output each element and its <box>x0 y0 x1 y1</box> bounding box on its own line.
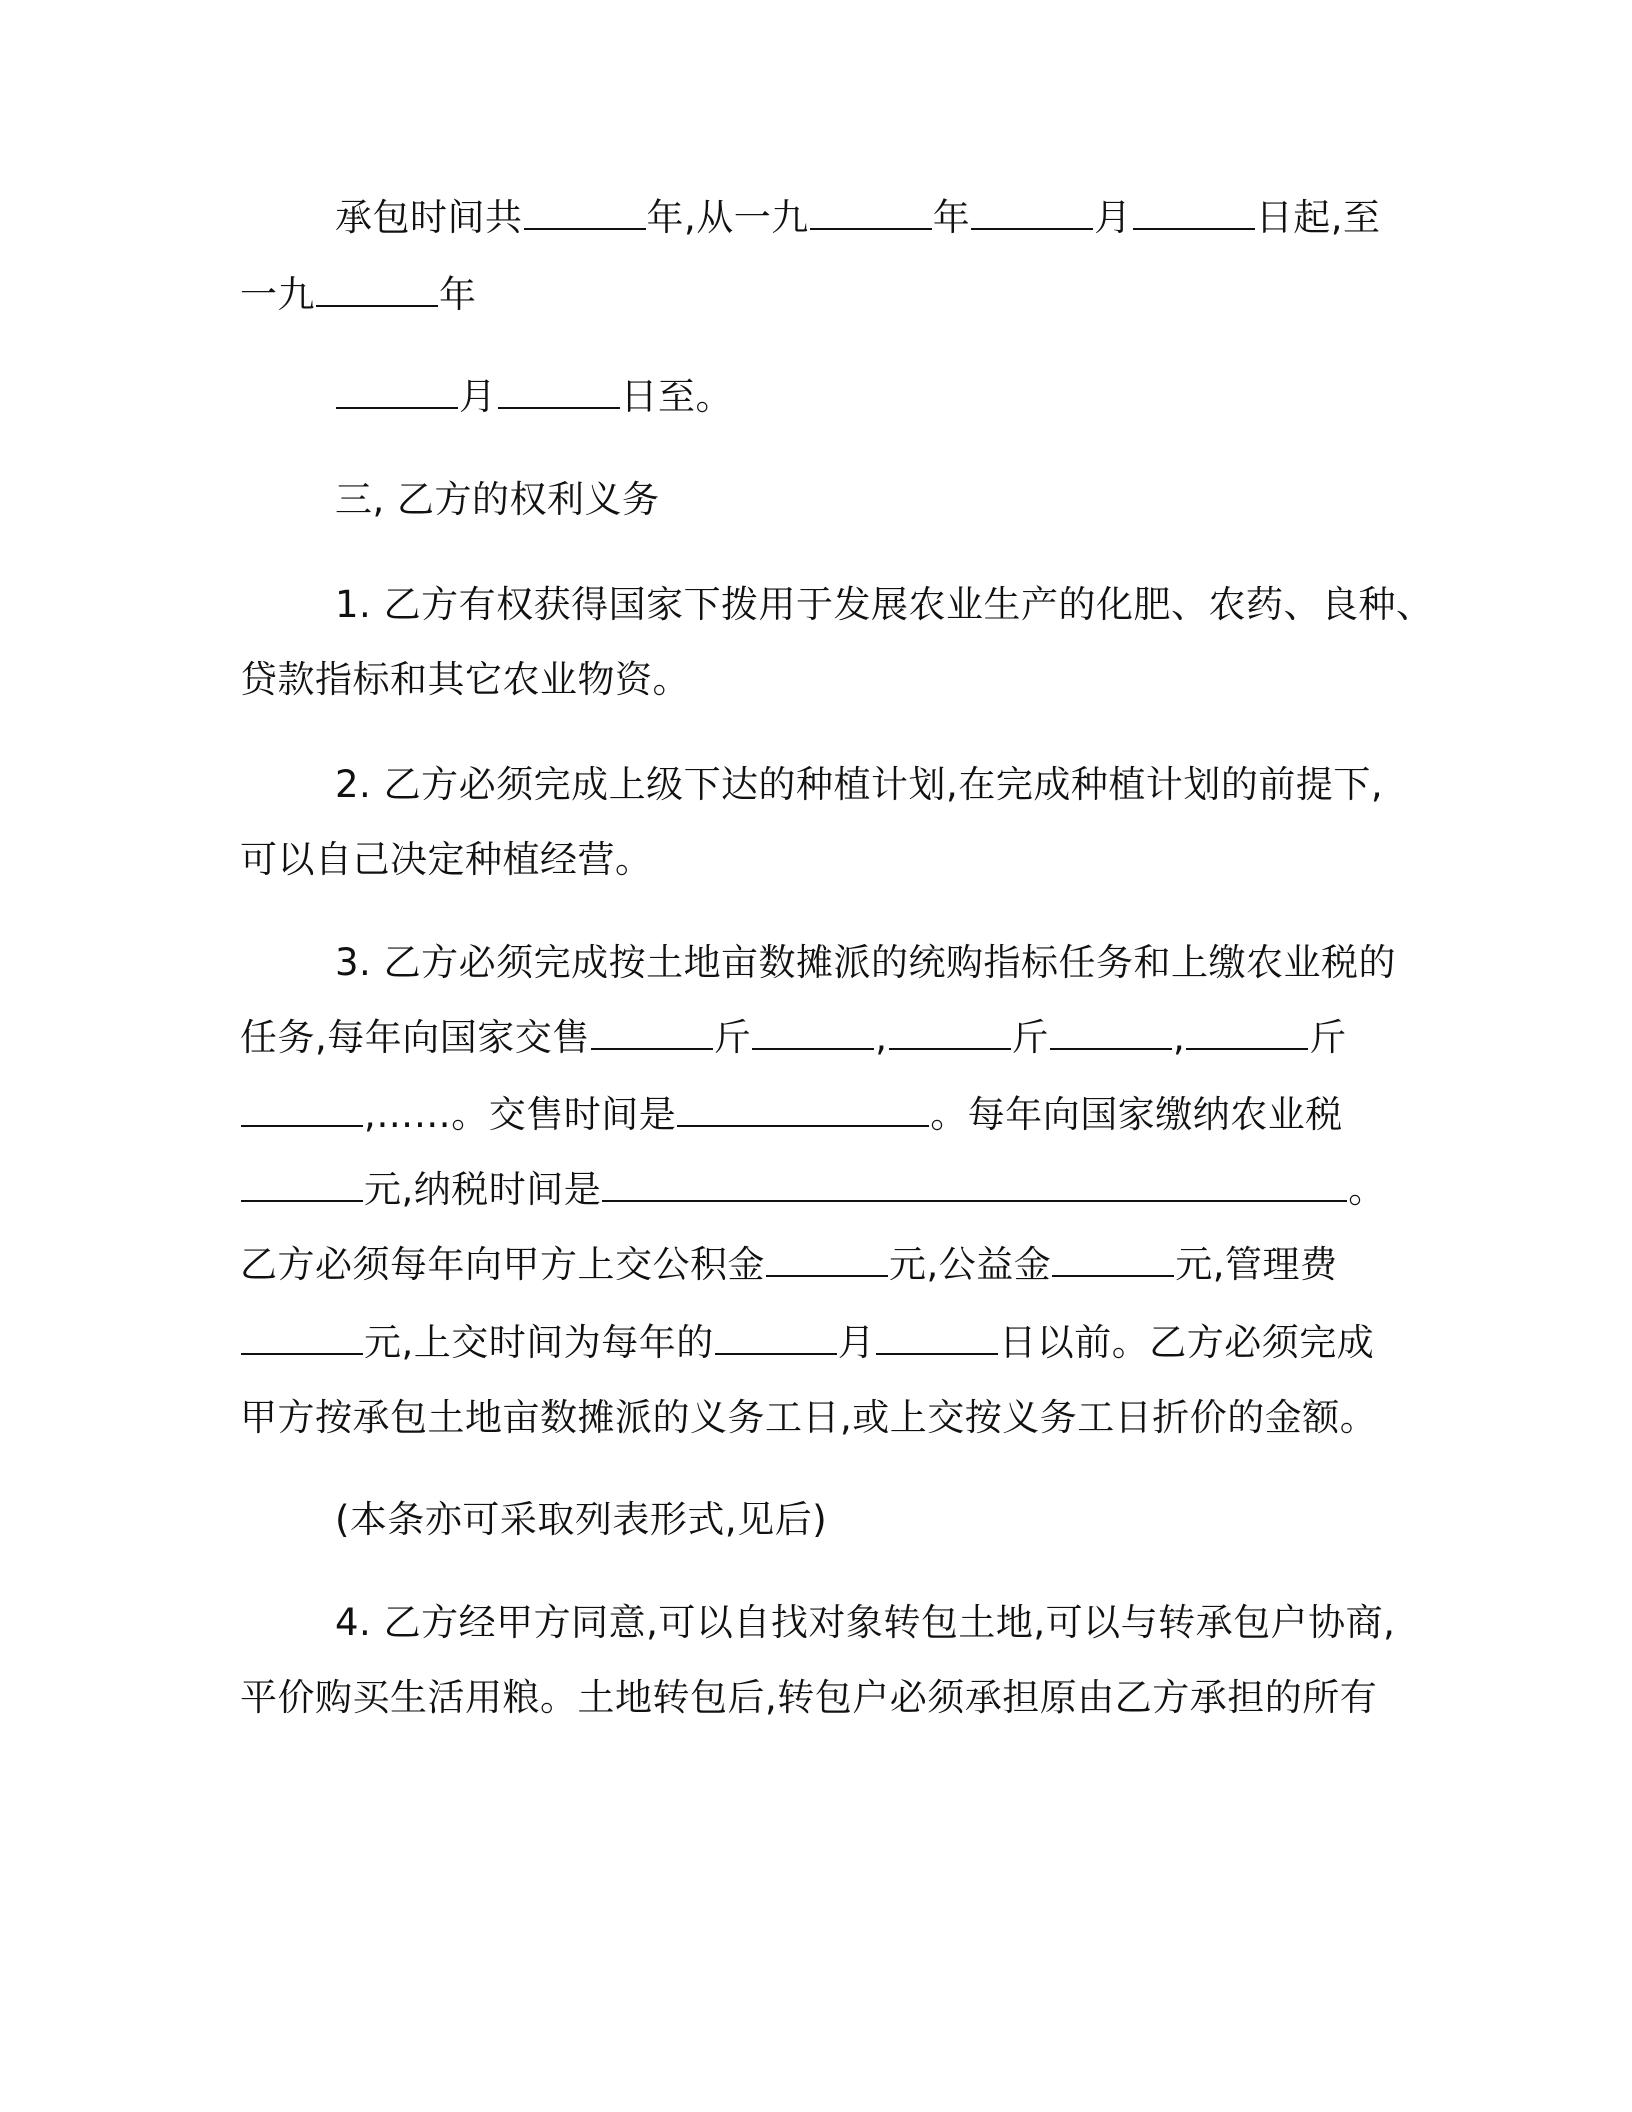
text-run: 元,上交时间为每年的 <box>364 1321 714 1364</box>
text-run: 承包时间共 <box>335 196 523 239</box>
text-line <box>335 938 1515 988</box>
text-line <box>240 1318 1420 1368</box>
text-run: 日起,至 <box>1255 196 1381 239</box>
text-run: 三, 乙方的权利义务 <box>335 478 660 521</box>
text-line <box>335 1495 1515 1545</box>
text-run: 日至。 <box>620 375 733 418</box>
text-run: 甲方按承包土地亩数摊派的义务工日,或上交按义务工日折价的金额。 <box>240 1396 1378 1439</box>
blank-field <box>752 1040 874 1050</box>
text-run: 斤 <box>1011 1016 1050 1059</box>
blank-field <box>889 1040 1011 1050</box>
text-line <box>240 835 1420 885</box>
text-run: 。每年向国家缴纳农业税 <box>930 1093 1343 1136</box>
blank-field <box>1133 220 1255 230</box>
text-run: 月 <box>459 375 497 418</box>
text-run: 年 <box>932 196 971 239</box>
text-run: 元,管理费 <box>1175 1243 1338 1286</box>
text-run: 4. 乙方经甲方同意,可以自找对象转包土地,可以与转承包户协商, <box>335 1601 1396 1644</box>
text-line <box>240 1240 1420 1290</box>
blank-field <box>602 1192 1347 1202</box>
blank-field <box>591 1040 713 1050</box>
text-run: 月 <box>837 1321 876 1364</box>
text-line <box>335 1598 1515 1648</box>
blank-field <box>316 297 438 307</box>
text-run: 1. 乙方有权获得国家下拨用于发展农业生产的化肥、农药、良种、 <box>335 583 1434 626</box>
text-run: 贷款指标和其它农业物资。 <box>240 658 690 701</box>
text-line <box>335 372 1515 422</box>
blank-field <box>498 399 620 409</box>
text-run: 平价购买生活用粮。土地转包后,转包户必须承担原由乙方承担的所有 <box>240 1676 1378 1719</box>
text-line <box>240 1013 1420 1063</box>
text-run: 年,从一九 <box>646 196 809 239</box>
text-line <box>240 1165 1420 1215</box>
blank-field <box>971 220 1093 230</box>
text-run: 任务,每年向国家交售 <box>240 1016 590 1059</box>
text-run: 元,公益金 <box>889 1243 1052 1286</box>
blank-field <box>766 1267 888 1277</box>
blank-field <box>715 1345 837 1355</box>
text-line <box>335 580 1515 630</box>
blank-field <box>524 220 646 230</box>
text-run: 年 <box>439 273 477 316</box>
blank-field <box>1052 1267 1174 1277</box>
text-run: (本条亦可采取列表形式,见后) <box>335 1498 828 1541</box>
section-heading <box>335 475 1515 525</box>
text-line <box>240 1090 1420 1140</box>
blank-field <box>810 220 932 230</box>
text-run: 。 <box>1348 1168 1386 1211</box>
blank-field <box>876 1345 998 1355</box>
blank-field <box>1186 1040 1308 1050</box>
text-run: 月 <box>1094 196 1132 239</box>
text-run: 2. 乙方必须完成上级下达的种植计划,在完成种植计划的前提下, <box>335 763 1384 806</box>
text-run: 元,纳税时间是 <box>364 1168 602 1211</box>
text-run: ,……。交售时间是 <box>364 1093 677 1136</box>
text-line <box>335 760 1515 810</box>
text-run: 一九 <box>240 273 315 316</box>
blank-field <box>336 399 458 409</box>
blank-field <box>241 1192 363 1202</box>
text-run: 3. 乙方必须完成按土地亩数摊派的统购指标任务和上缴农业税的 <box>335 941 1397 984</box>
text-run: , <box>875 1016 888 1059</box>
text-run: 斤 <box>713 1016 752 1059</box>
text-run: 斤 <box>1309 1016 1347 1059</box>
text-line <box>240 655 1420 705</box>
text-line <box>240 1673 1420 1723</box>
text-line <box>240 1393 1420 1443</box>
blank-field <box>1050 1040 1172 1050</box>
blank-field <box>241 1117 363 1127</box>
text-line <box>240 270 1420 320</box>
text-line <box>335 193 1515 243</box>
text-run: , <box>1173 1016 1186 1059</box>
text-run: 乙方必须每年向甲方上交公积金 <box>240 1243 765 1286</box>
text-run: 可以自己决定种植经营。 <box>240 838 653 881</box>
text-run: 日以前。乙方必须完成 <box>999 1321 1375 1364</box>
blank-field <box>677 1117 929 1127</box>
blank-field <box>241 1345 363 1355</box>
